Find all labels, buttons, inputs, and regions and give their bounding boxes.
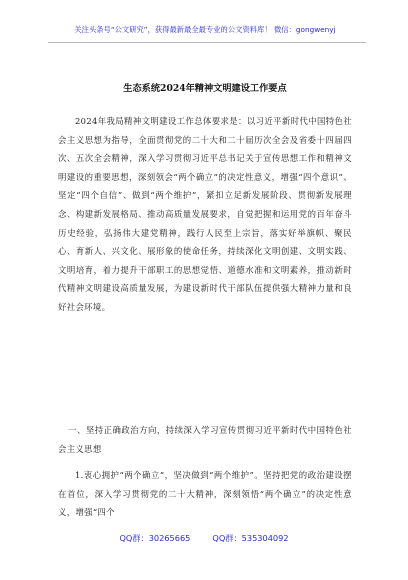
- footer-qq-group-2: QQ群：535304092: [212, 533, 289, 543]
- item-1-text: 1.衷心拥护“两个确立”，坚决做到“两个维护”。坚持把党的政治建设摆在首位，深入学习贯彻党的二十大精神，深刻领悟“两个确立”的决定性意义，增强“四个: [58, 470, 352, 518]
- header-divider: [48, 42, 366, 43]
- header-banner: 关注头条号“公文研究”，获得最新最全最专业的公文资料库！ 微信：gongwenyj: [74, 25, 336, 34]
- body-paragraph: [58, 112, 352, 317]
- section-1-heading-text: 一、坚持正确政治方向，持续深入学习宣传贯彻习近平新时代中国特色社会主义思想: [58, 425, 352, 454]
- footer-contacts: [0, 533, 408, 544]
- paragraph-1-text: 2024年我局精神文明建设工作总体要求是：以习近平新时代中国特色社会主义思想为指导，全面贯彻党的二十大和二十届历次全会及省委十四届四次、五次全会精神，深入学习贯彻习近平总书记关于宣传思想工作和精神文明建设的重要思想，深刻领会“两个确立”的决定性意义，增强“四个意识”、坚定“四个自信”、做到“两个维护”，紧扣立足新发展阶段、贯彻新发展理念、构建新发展格局、推动高质量发展要求，自觉把握和运用党的百年奋斗历史经验，弘扬伟大建党精神，践行人民至上宗旨，落实好举旗帜、聚民心、育新人、兴文化、展形象的使命任务，持续深化文明创建、文明实践、文明培育，着力提升干部职工的思想觉悟、道德水准和文明素养，推动新时代精神文明建设高质量发展，为建设新时代干部队伍提供强大精神力量和良好社会环境。: [58, 116, 352, 312]
- item-paragraph: [58, 466, 352, 522]
- footer-qq-group-1: QQ群：30265665: [119, 533, 191, 543]
- document-title: 生态系统2024年精神文明建设工作要点: [123, 83, 287, 94]
- section-heading: [58, 421, 352, 458]
